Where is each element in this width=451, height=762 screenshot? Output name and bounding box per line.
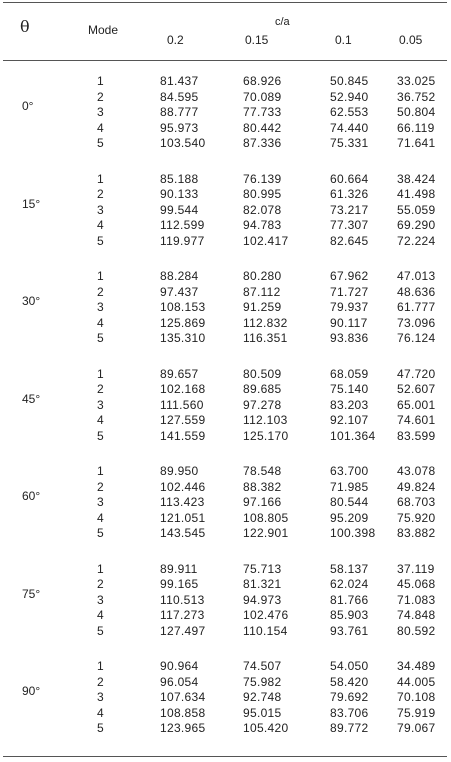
mode-cell: 2 [97, 577, 104, 591]
value-cell: 97.437 [160, 284, 199, 299]
value-cell: 89.657 [160, 366, 199, 381]
value-cell: 60.664 [330, 171, 369, 186]
value-cell: 94.783 [243, 218, 282, 232]
value-cell: 79.692 [330, 690, 369, 704]
value-cell: 88.777 [160, 105, 199, 119]
value-cell: 45.068 [397, 577, 436, 591]
angle-label: 15° [22, 196, 41, 211]
value-cell: 75.919 [397, 705, 436, 720]
value-cell: 73.217 [330, 202, 369, 217]
angle-label: 90° [22, 684, 41, 698]
value-cell: 73.096 [397, 315, 436, 330]
value-cell: 52.940 [330, 89, 369, 104]
value-cell: 81.437 [160, 74, 199, 88]
value-cell: 83.706 [330, 705, 369, 720]
value-cell: 141.559 [160, 428, 206, 443]
mode-cell: 2 [97, 382, 104, 396]
value-cell: 143.545 [160, 526, 206, 540]
value-cell: 117.273 [160, 608, 205, 622]
value-cell: 34.489 [397, 659, 436, 673]
value-cell: 69.290 [397, 218, 436, 232]
value-cell: 92.107 [330, 413, 369, 427]
col-header-0-15: 0.15 [245, 33, 269, 47]
value-cell: 80.442 [243, 120, 282, 135]
value-cell: 71.985 [330, 479, 369, 494]
value-cell: 127.559 [160, 413, 206, 427]
mode-cell: 4 [97, 315, 104, 330]
mode-cell: 2 [97, 187, 104, 201]
theta-header: θ [20, 17, 30, 36]
value-cell: 121.051 [160, 510, 206, 525]
mode-cell: 3 [97, 495, 104, 509]
mode-cell: 2 [97, 284, 104, 299]
angle-label: 0° [22, 99, 34, 113]
value-cell: 68.703 [397, 495, 436, 509]
value-cell: 102.417 [243, 233, 289, 248]
mode-cell: 2 [97, 89, 104, 104]
value-cell: 96.054 [160, 674, 199, 689]
mode-cell: 1 [97, 366, 104, 381]
value-cell: 99.544 [160, 202, 199, 217]
value-cell: 119.977 [160, 233, 205, 248]
value-cell: 79.067 [397, 721, 436, 735]
value-cell: 89.685 [243, 382, 282, 396]
value-cell: 48.636 [397, 284, 436, 299]
value-cell: 95.015 [243, 705, 282, 720]
value-cell: 97.166 [243, 495, 282, 509]
value-cell: 58.420 [330, 674, 369, 689]
value-cell: 113.423 [160, 495, 205, 509]
mode-cell: 5 [97, 526, 104, 540]
value-cell: 89.950 [160, 464, 199, 478]
value-cell: 83.599 [397, 428, 436, 443]
value-cell: 36.752 [397, 89, 436, 104]
mode-cell: 5 [97, 331, 104, 345]
value-cell: 79.937 [330, 300, 369, 314]
mode-header: Mode [88, 23, 119, 37]
mode-cell: 3 [97, 300, 104, 314]
value-cell: 75.331 [330, 136, 369, 150]
mode-cell: 1 [97, 561, 104, 576]
value-cell: 108.153 [160, 300, 206, 314]
mode-cell: 1 [97, 659, 104, 673]
mode-cell: 3 [97, 397, 104, 412]
value-cell: 71.727 [330, 284, 369, 299]
value-cell: 62.024 [330, 577, 369, 591]
value-cell: 66.119 [397, 120, 435, 135]
value-cell: 89.772 [330, 721, 369, 735]
value-cell: 50.804 [397, 105, 436, 119]
value-cell: 38.424 [397, 171, 436, 186]
value-cell: 89.911 [160, 561, 198, 576]
value-cell: 112.599 [160, 218, 205, 232]
value-cell: 76.124 [397, 331, 436, 345]
mode-cell: 4 [97, 510, 104, 525]
value-cell: 80.995 [243, 187, 282, 201]
value-cell: 74.601 [397, 413, 436, 427]
ratio-header: c/a [275, 16, 290, 28]
value-cell: 74.507 [243, 659, 282, 673]
mode-cell: 2 [97, 674, 104, 689]
mode-cell: 4 [97, 608, 104, 622]
value-cell: 74.848 [397, 608, 436, 622]
value-cell: 87.112 [243, 284, 281, 299]
mode-cell: 4 [97, 120, 104, 135]
value-cell: 94.973 [243, 592, 282, 607]
value-cell: 49.824 [397, 479, 436, 494]
value-cell: 90.117 [330, 315, 368, 330]
value-cell: 85.903 [330, 608, 369, 622]
col-header-0-05: 0.05 [399, 33, 423, 47]
mode-cell: 1 [97, 74, 104, 88]
value-cell: 88.284 [160, 269, 199, 283]
value-cell: 61.326 [330, 187, 369, 201]
value-cell: 85.188 [160, 171, 199, 186]
value-cell: 47.013 [397, 269, 436, 283]
value-cell: 44.005 [397, 674, 436, 689]
value-cell: 72.224 [397, 233, 436, 248]
value-cell: 112.103 [243, 413, 288, 427]
value-cell: 81.321 [243, 577, 282, 591]
value-cell: 75.920 [397, 510, 436, 525]
value-cell: 80.280 [243, 269, 282, 283]
col-header-0-1: 0.1 [335, 33, 352, 47]
value-cell: 88.382 [243, 479, 282, 494]
bottom-rule [3, 756, 447, 757]
value-cell: 80.592 [397, 623, 436, 638]
value-cell: 78.548 [243, 464, 282, 478]
value-cell: 61.777 [397, 300, 436, 314]
value-cell: 71.083 [397, 592, 436, 607]
col-header-0-2: 0.2 [167, 33, 184, 47]
value-cell: 37.119 [397, 561, 435, 576]
value-cell: 82.078 [243, 202, 282, 217]
mode-cell: 4 [97, 705, 104, 720]
angle-label: 60° [22, 489, 41, 503]
value-cell: 125.869 [160, 315, 206, 330]
value-cell: 75.713 [243, 561, 282, 576]
value-cell: 80.509 [243, 366, 282, 381]
value-cell: 110.154 [243, 623, 288, 638]
value-cell: 103.540 [160, 136, 206, 150]
value-cell: 135.310 [160, 331, 206, 345]
mode-cell: 5 [97, 721, 104, 735]
value-cell: 50.845 [330, 74, 369, 88]
value-cell: 101.364 [330, 428, 376, 443]
mode-cell: 5 [97, 623, 104, 638]
value-cell: 100.398 [330, 526, 376, 540]
mode-cell: 5 [97, 233, 104, 248]
value-cell: 122.901 [243, 526, 289, 540]
value-cell: 74.440 [330, 120, 369, 135]
value-cell: 110.513 [160, 592, 205, 607]
value-cell: 102.446 [160, 479, 206, 494]
value-cell: 58.137 [330, 561, 369, 576]
value-cell: 111.560 [160, 397, 204, 412]
value-cell: 93.761 [330, 623, 369, 638]
value-cell: 105.420 [243, 721, 289, 735]
value-cell: 75.140 [330, 382, 369, 396]
value-cell: 97.278 [243, 397, 282, 412]
value-cell: 47.720 [397, 366, 436, 381]
value-cell: 68.926 [243, 74, 282, 88]
value-cell: 41.498 [397, 187, 436, 201]
value-cell: 123.965 [160, 721, 206, 735]
value-cell: 62.553 [330, 105, 369, 119]
value-cell: 90.133 [160, 187, 199, 201]
header-rule [3, 60, 447, 61]
value-cell: 95.209 [330, 510, 369, 525]
value-cell: 52.607 [397, 382, 436, 396]
value-cell: 81.766 [330, 592, 369, 607]
value-cell: 54.050 [330, 659, 369, 673]
angle-label: 30° [22, 294, 41, 308]
value-cell: 83.203 [330, 397, 369, 412]
value-cell: 70.108 [397, 690, 436, 704]
mode-cell: 5 [97, 428, 104, 443]
value-cell: 55.059 [397, 202, 436, 217]
value-cell: 92.748 [243, 690, 282, 704]
value-cell: 71.641 [397, 136, 436, 150]
mode-cell: 2 [97, 479, 104, 494]
value-cell: 43.078 [397, 464, 436, 478]
mode-cell: 1 [97, 269, 104, 283]
value-cell: 84.595 [160, 89, 199, 104]
value-cell: 125.170 [243, 428, 289, 443]
value-cell: 67.962 [330, 269, 369, 283]
value-cell: 80.544 [330, 495, 369, 509]
value-cell: 76.139 [243, 171, 282, 186]
value-cell: 127.497 [160, 623, 206, 638]
value-cell: 93.836 [330, 331, 369, 345]
value-cell: 95.973 [160, 120, 199, 135]
value-cell: 75.982 [243, 674, 282, 689]
value-cell: 63.700 [330, 464, 369, 478]
value-cell: 68.059 [330, 366, 369, 381]
mode-cell: 1 [97, 171, 104, 186]
value-cell: 102.476 [243, 608, 289, 622]
value-cell: 77.307 [330, 218, 369, 232]
value-cell: 116.351 [243, 331, 288, 345]
value-cell: 87.336 [243, 136, 282, 150]
top-rule [3, 2, 447, 3]
value-cell: 99.165 [160, 577, 199, 591]
mode-cell: 4 [97, 413, 104, 427]
mode-cell: 3 [97, 202, 104, 217]
value-cell: 65.001 [397, 397, 436, 412]
mode-cell: 4 [97, 218, 104, 232]
angle-label: 45° [22, 391, 41, 406]
value-cell: 77.733 [243, 105, 282, 119]
value-cell: 102.168 [160, 382, 206, 396]
value-cell: 82.645 [330, 233, 369, 248]
value-cell: 91.259 [243, 300, 282, 314]
value-cell: 112.832 [243, 315, 288, 330]
value-cell: 108.858 [160, 705, 206, 720]
value-cell: 90.964 [160, 659, 199, 673]
mode-cell: 3 [97, 105, 104, 119]
mode-cell: 3 [97, 592, 104, 607]
mode-cell: 3 [97, 690, 104, 704]
mode-cell: 1 [97, 464, 104, 478]
value-cell: 83.882 [397, 526, 436, 540]
value-cell: 70.089 [243, 89, 282, 104]
angle-label: 75° [22, 586, 41, 601]
value-cell: 33.025 [397, 74, 436, 88]
mode-cell: 5 [97, 136, 104, 150]
value-cell: 108.805 [243, 510, 289, 525]
value-cell: 107.634 [160, 690, 206, 704]
